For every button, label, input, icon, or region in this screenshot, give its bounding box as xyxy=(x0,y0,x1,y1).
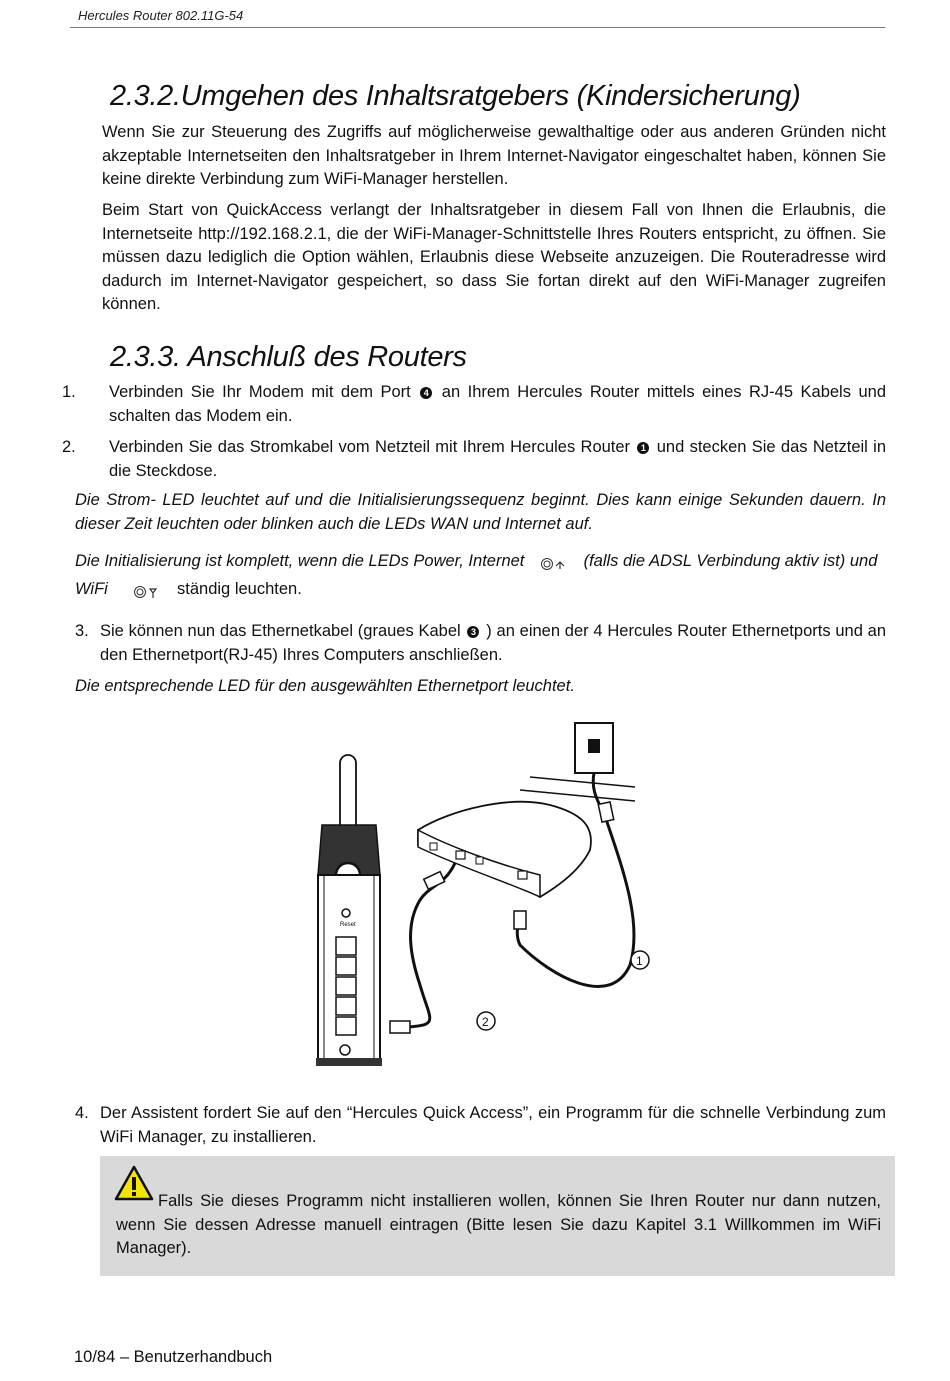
step-3-text xyxy=(100,620,886,667)
note-init-d: ständig leuchten. xyxy=(177,580,302,598)
section-heading-2-3-3: 2.3.3. Anschluß des Routers xyxy=(110,341,467,373)
step-number: 2. xyxy=(62,438,76,456)
callout-1-label: 1 xyxy=(636,954,643,968)
router-connection-diagram xyxy=(290,715,690,1075)
page-footer: 10/84 – Benutzerhandbuch xyxy=(74,1348,273,1366)
port-1-icon: 1 xyxy=(637,442,649,454)
step-2-text xyxy=(109,436,886,483)
step-number: 4. xyxy=(75,1104,89,1122)
warning-text: Falls Sie dieses Programm nicht installieren wollen, können Sie Ihren Router nur dann nutzen, wenn Sie dessen Adresse manuell eintragen (Bitte lesen Sie dazu Kapitel 3.1 Willkommen im WiFi Manager). xyxy=(116,1192,881,1257)
router xyxy=(316,755,382,1066)
step-3-text-a: Sie können nun das Ethernetkabel (graues Kabel xyxy=(100,622,461,640)
note-power-led: Die Strom- LED leuchtet auf und die Initialisierungssequenz beginnt. Dies kann einige Sekunden dauern. In dieser Zeit leuchten oder blinken auch die LEDs WAN und Internet auf. xyxy=(75,491,886,533)
cable-3-icon: 3 xyxy=(467,626,479,638)
step-3-text-b: ) an einen der 4 Hercules Router Ethernetports und an den Ethernetport(RJ-45) Ihres Computers anschließen. xyxy=(100,622,886,664)
note-init-c: WiFi xyxy=(75,580,108,598)
note-initialization xyxy=(75,547,886,603)
step-1-text-a: Verbinden Sie Ihr Modem mit dem Port xyxy=(109,383,411,401)
step-1-text xyxy=(109,381,886,428)
router-reset-label: Reset xyxy=(340,922,356,928)
internet-led-icon xyxy=(539,554,569,570)
step-4-text: Der Assistent fordert Sie auf den “Hercules Quick Access”, ein Programm für die schnelle Verbindung zum WiFi Manager, zu installieren. xyxy=(100,1104,886,1146)
port-4-icon: 4 xyxy=(420,387,432,399)
section-heading-2-3-2: 2.3.2.Umgehen des Inhaltsratgebers (Kindersicherung) xyxy=(110,80,801,112)
header-divider xyxy=(70,27,885,28)
wifi-led-icon xyxy=(132,582,166,598)
step-2-text-a: Verbinden Sie das Stromkabel vom Netzteil mit Ihrem Hercules Router xyxy=(109,438,631,456)
note-init-a: Die Initialisierung ist komplett, wenn die LEDs Power, Internet xyxy=(75,552,525,570)
callout-1 xyxy=(631,951,649,969)
note-ethernet-led: Die entsprechende LED für den ausgewählten Ethernetport leuchtet. xyxy=(75,677,575,695)
step-1-text-b: an Ihrem Hercules Router mittels eines RJ-45 Kabels und schalten das Modem ein. xyxy=(109,383,886,425)
running-header: Hercules Router 802.11G-54 xyxy=(78,8,244,23)
callout-2-label: 2 xyxy=(482,1015,489,1029)
step-number: 1. xyxy=(62,383,76,401)
callout-2 xyxy=(477,1012,495,1030)
step-2-text-b: und stecken Sie das Netzteil in die Steckdose. xyxy=(109,438,887,480)
note-init-b: (falls die ADSL Verbindung aktiv ist) und xyxy=(583,552,878,570)
paragraph-content-advisor-2: Beim Start von QuickAccess verlangt der Inhaltsratgeber in diesem Fall von Ihnen die Erlaubnis, die Internetseite http://192.168.2.1, die der WiFi-Manager-Schnittstelle Ihres Routers entspricht, zu öffnen. Sie müssen dazu lediglich die Option wählen, Erlaubnis diese Webseite anzuzeigen. Die Routeradresse wird dadurch im Internet-Navigator gespeichert, so dass Sie fortan direkt auf den WiFi-Manager zugreifen können. xyxy=(102,201,886,313)
step-number: 3. xyxy=(75,622,89,640)
paragraph-content-advisor-1: Wenn Sie zur Steuerung des Zugriffs auf möglicherweise gewalthaltige oder aus anderen Gründen nicht akzeptable Internetseiten den Inhaltsratgeber in Ihrem Internet-Navigator eingeschaltet haben, können Sie keine direkte Verbindung zum WiFi-Manager herstellen. xyxy=(102,123,886,188)
wall-socket xyxy=(575,723,613,773)
